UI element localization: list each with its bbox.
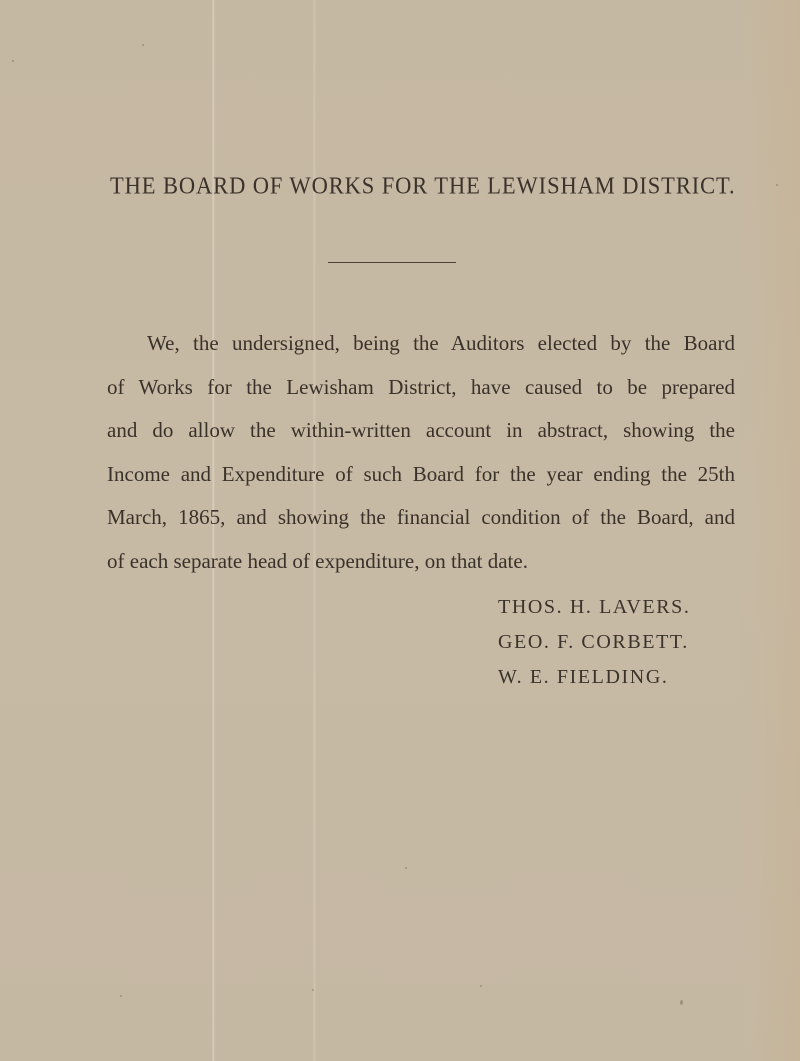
signatory-name: GEO. F. CORBETT.	[498, 631, 689, 653]
paper-speck	[12, 60, 14, 62]
document-title: THE BOARD OF WORKS FOR THE LEWISHAM DISTRICT.	[110, 172, 736, 199]
signatory-name: W. E. FIELDING.	[498, 666, 669, 688]
statement-line: of each separate head of expenditure, on that date.	[107, 548, 528, 573]
statement-line: and do allow the within-written account in abstract, showing the	[107, 418, 735, 442]
paper-speck	[120, 995, 122, 997]
statement-line: of Works for the Lewisham District, have caused to be prepared	[107, 374, 735, 399]
statement-line: Income and Expenditure of such Board for the year ending the 25th	[107, 461, 735, 486]
paper-speck	[480, 985, 482, 987]
signature-block	[498, 590, 738, 695]
title-divider	[328, 262, 456, 263]
auditors-statement	[107, 322, 735, 583]
statement-line: We, the undersigned, being the Auditors elected by the Board	[147, 331, 735, 355]
paper-speck	[776, 184, 778, 186]
signatory-name: THOS. H. LAVERS.	[498, 596, 691, 618]
paper-speck	[142, 44, 144, 46]
paper-speck	[405, 867, 407, 869]
paper-speck	[312, 989, 314, 991]
statement-line: March, 1865, and showing the financial condition of the Board, and	[107, 505, 735, 529]
paper-speck	[680, 1000, 683, 1005]
